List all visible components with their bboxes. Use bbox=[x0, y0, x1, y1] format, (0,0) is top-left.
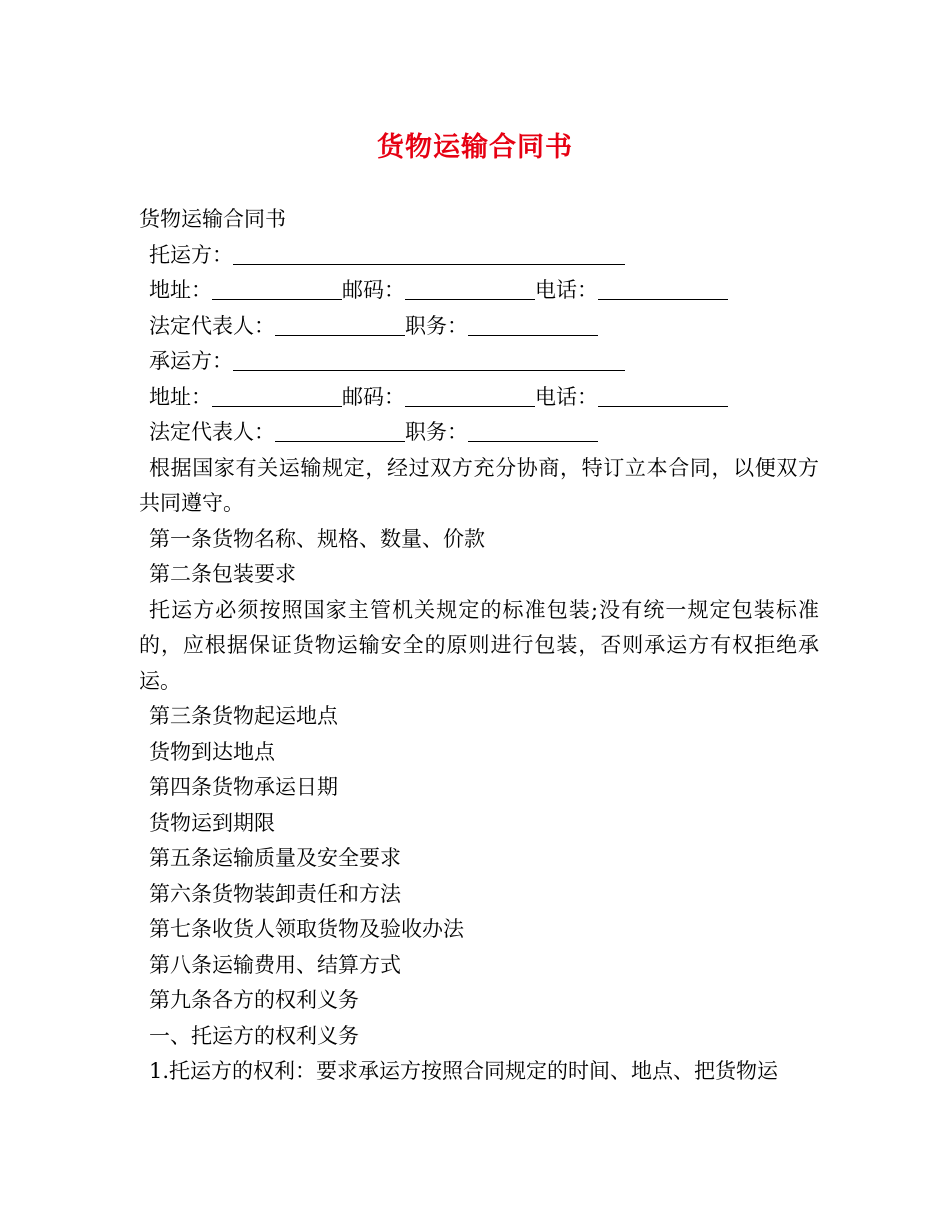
intro-paragraph: 根据国家有关运输规定，经过双方充分协商，特订立本合同，以便双方共同遵守。 bbox=[139, 455, 819, 515]
clause-3: 第三条货物起运地点 bbox=[149, 704, 338, 728]
carrier-postcode-label: 邮码： bbox=[342, 384, 405, 409]
delivery-deadline-line: 货物运到期限 bbox=[149, 810, 275, 835]
carrier-postcode-blank bbox=[405, 386, 535, 407]
document-heading: 货物运输合同书 bbox=[139, 207, 286, 231]
shipper-phone-blank bbox=[598, 279, 728, 300]
shipper-position-blank bbox=[468, 315, 598, 336]
shipper-position-label: 职务： bbox=[405, 313, 468, 338]
shipper-legal-rep-blank bbox=[275, 315, 405, 336]
carrier-phone-blank bbox=[598, 386, 728, 407]
carrier-position-label: 职务： bbox=[405, 420, 468, 444]
shipper-label: 托运方： bbox=[149, 242, 233, 267]
document-title: 货物运输合同书 bbox=[377, 132, 573, 163]
clause-8: 第八条运输费用、结算方式 bbox=[149, 952, 401, 977]
clause-9: 第九条各方的权利义务 bbox=[149, 988, 359, 1012]
carrier-address-label: 地址： bbox=[149, 384, 212, 409]
carrier-rep-line bbox=[139, 415, 819, 451]
clause-1: 第一条货物名称、规格、数量、价款 bbox=[149, 526, 485, 551]
shipper-rights-heading: 一、托运方的权利义务 bbox=[149, 1023, 359, 1048]
shipper-address-blank bbox=[212, 279, 342, 300]
shipper-rights-item-1: 1.托运方的权利：要求承运方按照合同规定的时间、地点、把货物运 bbox=[149, 1059, 779, 1083]
clause-6: 第六条货物装卸责任和方法 bbox=[149, 881, 401, 906]
clause-7: 第七条收货人领取货物及验收办法 bbox=[149, 917, 464, 941]
carrier-position-blank bbox=[468, 421, 598, 442]
carrier-address-blank bbox=[212, 386, 342, 407]
shipper-blank bbox=[233, 244, 625, 265]
shipper-contact-line bbox=[139, 273, 819, 309]
packaging-paragraph: 托运方必须按照国家主管机关规定的标准包装;没有统一规定包装标准的，应根据保证货物运输安全的原则进行包装，否则承运方有权拒绝承运。 bbox=[139, 597, 819, 693]
shipper-rep-line bbox=[139, 309, 819, 345]
carrier-phone-label: 电话： bbox=[535, 384, 598, 409]
shipper-postcode-blank bbox=[405, 279, 535, 300]
carrier-blank bbox=[233, 350, 625, 371]
carrier-legal-rep-blank bbox=[275, 421, 405, 442]
carrier-legal-rep-label: 法定代表人： bbox=[149, 420, 275, 444]
shipper-postcode-label: 邮码： bbox=[342, 278, 405, 302]
shipper-line bbox=[139, 238, 819, 274]
shipper-phone-label: 电话： bbox=[535, 278, 598, 302]
document-body bbox=[139, 202, 819, 1090]
shipper-legal-rep-label: 法定代表人： bbox=[149, 313, 275, 338]
destination-line: 货物到达地点 bbox=[149, 739, 275, 764]
clause-2: 第二条包装要求 bbox=[149, 562, 296, 586]
carrier-contact-line bbox=[139, 380, 819, 416]
clause-5: 第五条运输质量及安全要求 bbox=[149, 846, 401, 870]
carrier-line bbox=[139, 344, 819, 380]
carrier-label: 承运方： bbox=[149, 349, 233, 373]
shipper-address-label: 地址： bbox=[149, 278, 212, 302]
clause-4: 第四条货物承运日期 bbox=[149, 775, 338, 799]
